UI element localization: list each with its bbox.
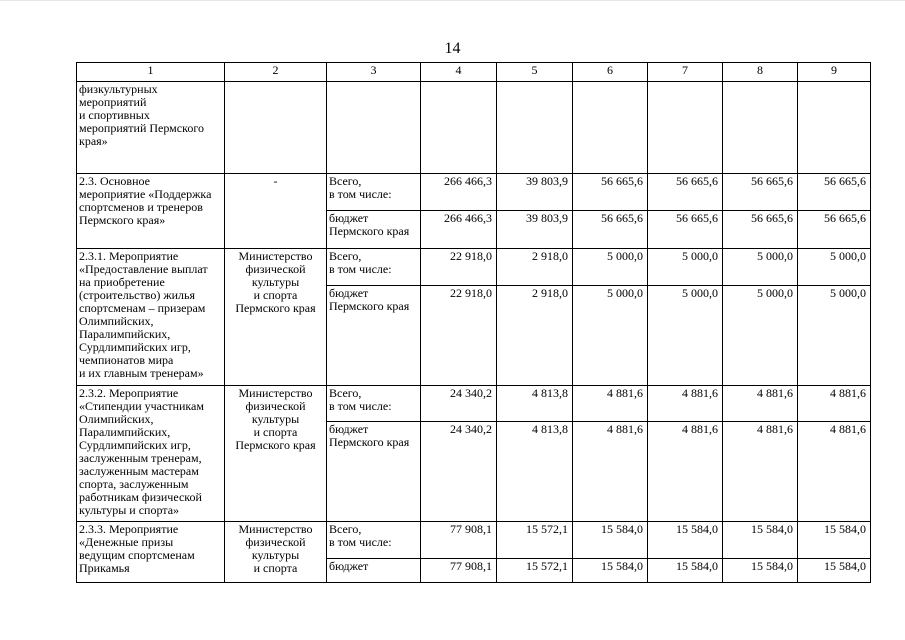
value-cell: 39 803,9 bbox=[497, 211, 573, 249]
column-header: 4 bbox=[421, 63, 497, 82]
value-cell: 77 908,1 bbox=[421, 522, 497, 559]
value-cell: 24 340,2 bbox=[421, 422, 497, 522]
value-cell: 4 881,6 bbox=[573, 422, 648, 522]
source-cell: бюджет bbox=[327, 559, 421, 583]
column-header: 8 bbox=[723, 63, 798, 82]
value-cell bbox=[648, 82, 723, 174]
value-cell bbox=[497, 82, 573, 174]
column-header: 2 bbox=[225, 63, 327, 82]
value-cell: 2 918,0 bbox=[497, 249, 573, 286]
value-cell: 56 665,6 bbox=[723, 211, 798, 249]
value-cell: 15 572,1 bbox=[497, 522, 573, 559]
source-cell: бюджет Пермского края bbox=[327, 211, 421, 249]
value-cell bbox=[421, 82, 497, 174]
value-cell: 4 881,6 bbox=[798, 386, 871, 422]
page-number: 14 bbox=[444, 40, 461, 57]
value-cell: 5 000,0 bbox=[723, 286, 798, 386]
value-cell: 266 466,3 bbox=[421, 211, 497, 249]
value-cell: 56 665,6 bbox=[573, 211, 648, 249]
value-cell: 4 881,6 bbox=[648, 422, 723, 522]
value-cell: 56 665,6 bbox=[723, 174, 798, 211]
value-cell: 15 572,1 bbox=[497, 559, 573, 583]
activity-name: 2.3.2. Мероприятие «Стипендии участникам Олимпийских, Паралимпийских, Сурдлимпийских игр, заслуженным тренерам, заслуженным мастерам спорта, заслуженным работникам физической культуры и спорта» bbox=[77, 386, 225, 522]
value-cell: 4 881,6 bbox=[573, 386, 648, 422]
source-cell: Всего, в том числе: bbox=[327, 386, 421, 422]
source-cell: Всего, в том числе: bbox=[327, 174, 421, 211]
value-cell: 15 584,0 bbox=[798, 559, 871, 583]
executor-cell bbox=[225, 82, 327, 174]
value-cell: 56 665,6 bbox=[573, 174, 648, 211]
source-cell: Всего, в том числе: bbox=[327, 249, 421, 286]
value-cell: 15 584,0 bbox=[723, 559, 798, 583]
value-cell: 22 918,0 bbox=[421, 249, 497, 286]
value-cell: 56 665,6 bbox=[798, 211, 871, 249]
value-cell: 15 584,0 bbox=[723, 522, 798, 559]
header-row bbox=[77, 63, 871, 82]
value-cell: 5 000,0 bbox=[723, 249, 798, 286]
value-cell: 15 584,0 bbox=[573, 522, 648, 559]
value-cell: 56 665,6 bbox=[648, 211, 723, 249]
value-cell bbox=[723, 82, 798, 174]
value-cell: 4 881,6 bbox=[723, 422, 798, 522]
value-cell: 24 340,2 bbox=[421, 386, 497, 422]
top-rule bbox=[0, 0, 905, 1]
value-cell: 4 813,8 bbox=[497, 422, 573, 522]
executor-cell: Министерство физической культуры и спорта Пермского края bbox=[225, 249, 327, 386]
program-table bbox=[76, 62, 871, 583]
value-cell: 5 000,0 bbox=[798, 286, 871, 386]
table-row bbox=[77, 174, 871, 211]
source-cell bbox=[327, 82, 421, 174]
activity-name: физкультурных мероприятий и спортивных мероприятий Пермского края» bbox=[77, 82, 225, 174]
activity-name: 2.3.3. Мероприятие «Денежные призы ведущим спортсменам Прикамья bbox=[77, 522, 225, 583]
value-cell: 15 584,0 bbox=[648, 522, 723, 559]
activity-name: 2.3.1. Мероприятие «Предоставление выплат на приобретение (строительство) жилья спортсменам – призерам Олимпийских, Паралимпийских, Сурдлимпийских игр, чемпионатов мира и их главным тренерам» bbox=[77, 249, 225, 386]
column-header: 5 bbox=[497, 63, 573, 82]
value-cell: 15 584,0 bbox=[648, 559, 723, 583]
value-cell: 56 665,6 bbox=[648, 174, 723, 211]
column-header: 3 bbox=[327, 63, 421, 82]
value-cell bbox=[573, 82, 648, 174]
value-cell: 15 584,0 bbox=[798, 522, 871, 559]
value-cell: 5 000,0 bbox=[573, 286, 648, 386]
value-cell: 4 813,8 bbox=[497, 386, 573, 422]
value-cell: 56 665,6 bbox=[798, 174, 871, 211]
value-cell: 4 881,6 bbox=[723, 386, 798, 422]
column-header: 7 bbox=[648, 63, 723, 82]
value-cell: 2 918,0 bbox=[497, 286, 573, 386]
column-header: 9 bbox=[798, 63, 871, 82]
value-cell: 39 803,9 bbox=[497, 174, 573, 211]
value-cell bbox=[798, 82, 871, 174]
value-cell: 266 466,3 bbox=[421, 174, 497, 211]
value-cell: 5 000,0 bbox=[573, 249, 648, 286]
table-row bbox=[77, 249, 871, 286]
value-cell: 4 881,6 bbox=[648, 386, 723, 422]
value-cell: 22 918,0 bbox=[421, 286, 497, 386]
executor-cell: - bbox=[225, 174, 327, 249]
source-cell: бюджет Пермского края bbox=[327, 422, 421, 522]
table-row bbox=[77, 522, 871, 559]
value-cell: 4 881,6 bbox=[798, 422, 871, 522]
value-cell: 5 000,0 bbox=[648, 286, 723, 386]
table-row bbox=[77, 82, 871, 174]
activity-name: 2.3. Основное мероприятие «Поддержка спортсменов и тренеров Пермского края» bbox=[77, 174, 225, 249]
value-cell: 5 000,0 bbox=[648, 249, 723, 286]
value-cell: 77 908,1 bbox=[421, 559, 497, 583]
executor-cell: Министерство физической культуры и спорта Пермского края bbox=[225, 386, 327, 522]
table-row bbox=[77, 386, 871, 422]
value-cell: 5 000,0 bbox=[798, 249, 871, 286]
column-header: 1 bbox=[77, 63, 225, 82]
value-cell: 15 584,0 bbox=[573, 559, 648, 583]
source-cell: бюджет Пермского края bbox=[327, 286, 421, 386]
source-cell: Всего, в том числе: bbox=[327, 522, 421, 559]
column-header: 6 bbox=[573, 63, 648, 82]
executor-cell: Министерство физической культуры и спорта bbox=[225, 522, 327, 583]
